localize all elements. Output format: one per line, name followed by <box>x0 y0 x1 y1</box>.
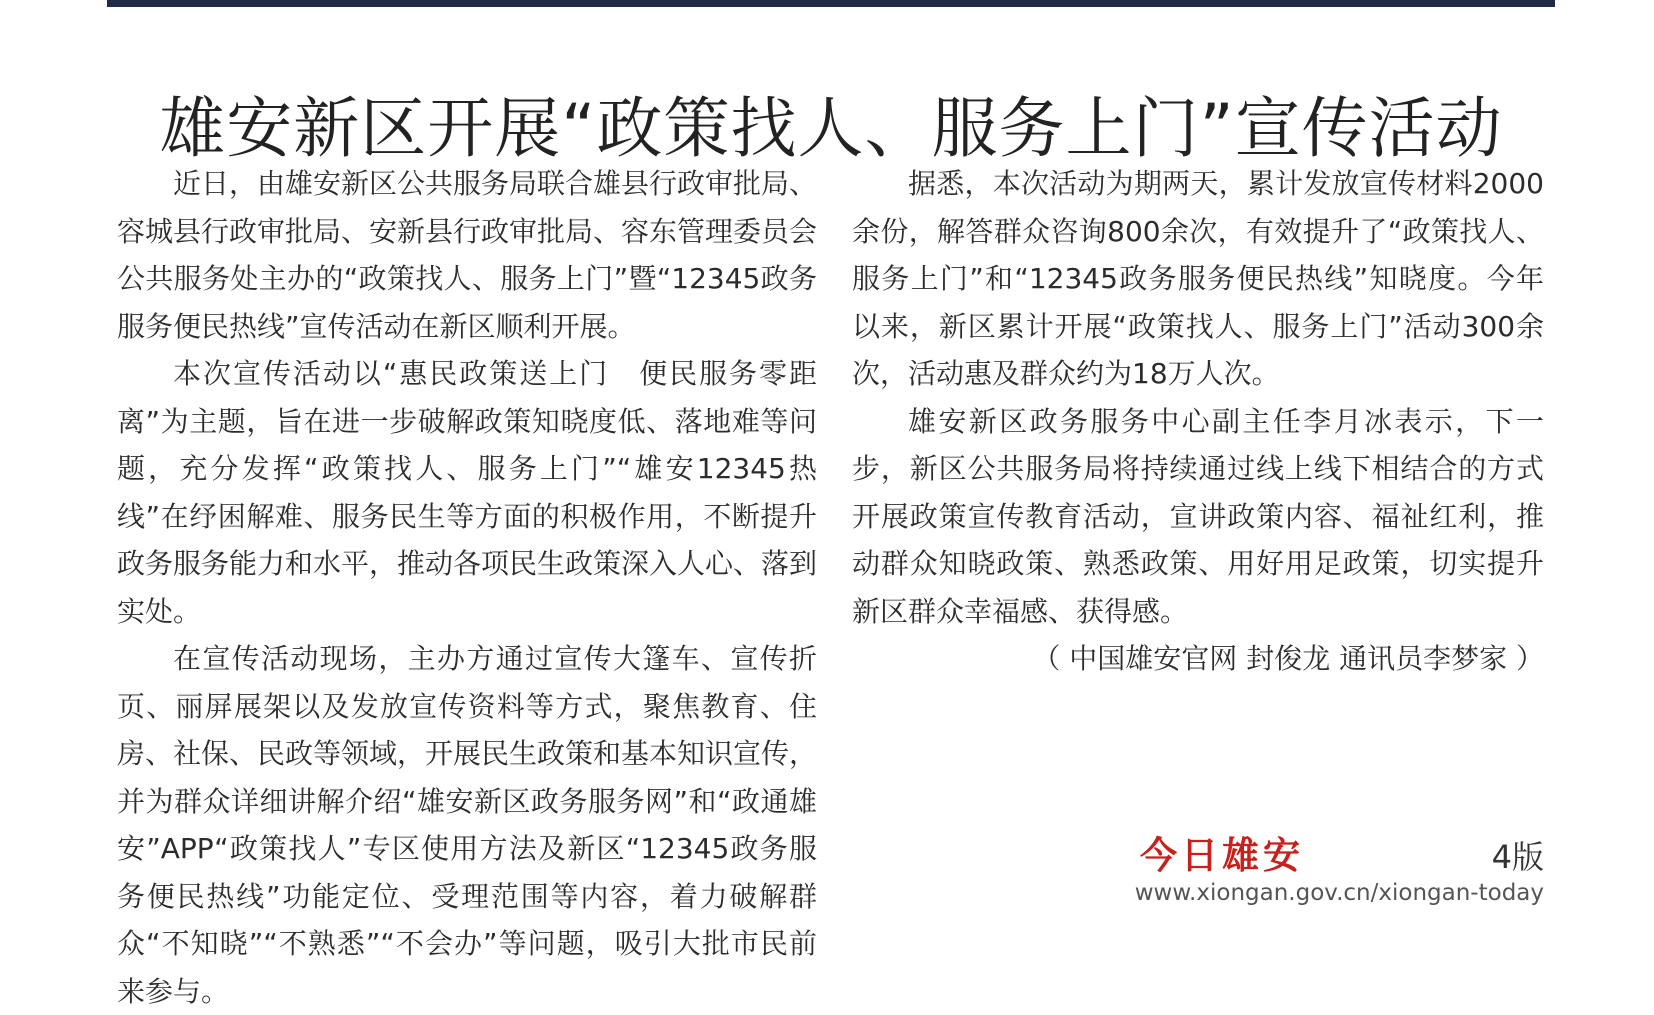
left-column <box>117 160 817 1015</box>
paragraph-2: 本次宣传活动以“惠民政策送上门 便民服务零距离”为主题，旨在进一步破解政策知晓度低、落地难等问题，充分发挥“政策找人、服务上门”“雄安12345热线”在纾困解难、服务民生等方面的积极作用，不断提升政务服务能力和水平，推动各项民生政策深入人心、落到实处。 <box>117 357 818 628</box>
page-number: 4版 <box>1491 838 1544 876</box>
top-rule <box>107 0 1555 7</box>
right-column <box>852 160 1544 683</box>
site-url: www.xiongan.gov.cn/xiongan-today <box>1134 880 1544 906</box>
paragraph-4: 据悉，本次活动为期两天，累计发放宣传材料2000余份，解答群众咨询800余次，有效提升了“政策找人、服务上门”和“12345政务服务便民热线”知晓度。今年以来，新区累计开展“政策找人、服务上门”活动300余次，活动惠及群众约为18万人次。 <box>852 167 1544 390</box>
paragraph-3: 在宣传活动现场，主办方通过宣传大篷车、宣传折页、丽屏展架以及发放宣传资料等方式，聚焦教育、住房、社保、民政等领域，开展民生政策和基本知识宣传，并为群众详细讲解介绍“雄安新区政务服务网”和“政通雄安”APP“政策找人”专区使用方法及新区“12345政务服务便民热线”功能定位、受理范围等内容，着力破解群众“不知晓”“不熟悉”“不会办”等问题，吸引大批市民前来参与。 <box>117 642 818 1008</box>
byline: （ 中国雄安官网 封俊龙 通讯员李梦家 ） <box>1032 642 1544 675</box>
article-title: 雄安新区开展“政策找人、服务上门”宣传活动 <box>159 90 1503 168</box>
paragraph-5: 雄安新区政务服务中心副主任李月冰表示，下一步，新区公共服务局将持续通过线上线下相结合的方式开展政策宣传教育活动，宣讲政策内容、福祉红利，推动群众知晓政策、熟悉政策、用好用足政策，切实提升新区群众幸福感、获得感。 <box>852 404 1544 628</box>
paragraph-1: 近日，由雄安新区公共服务局联合雄县行政审批局、容城县行政审批局、安新县行政审批局、容东管理委员会公共服务处主办的“政策找人、服务上门”暨“12345政务服务便民热线”宣传活动在新区顺利开展。 <box>117 167 818 343</box>
brand-logo: 今日雄安 <box>1140 833 1304 877</box>
